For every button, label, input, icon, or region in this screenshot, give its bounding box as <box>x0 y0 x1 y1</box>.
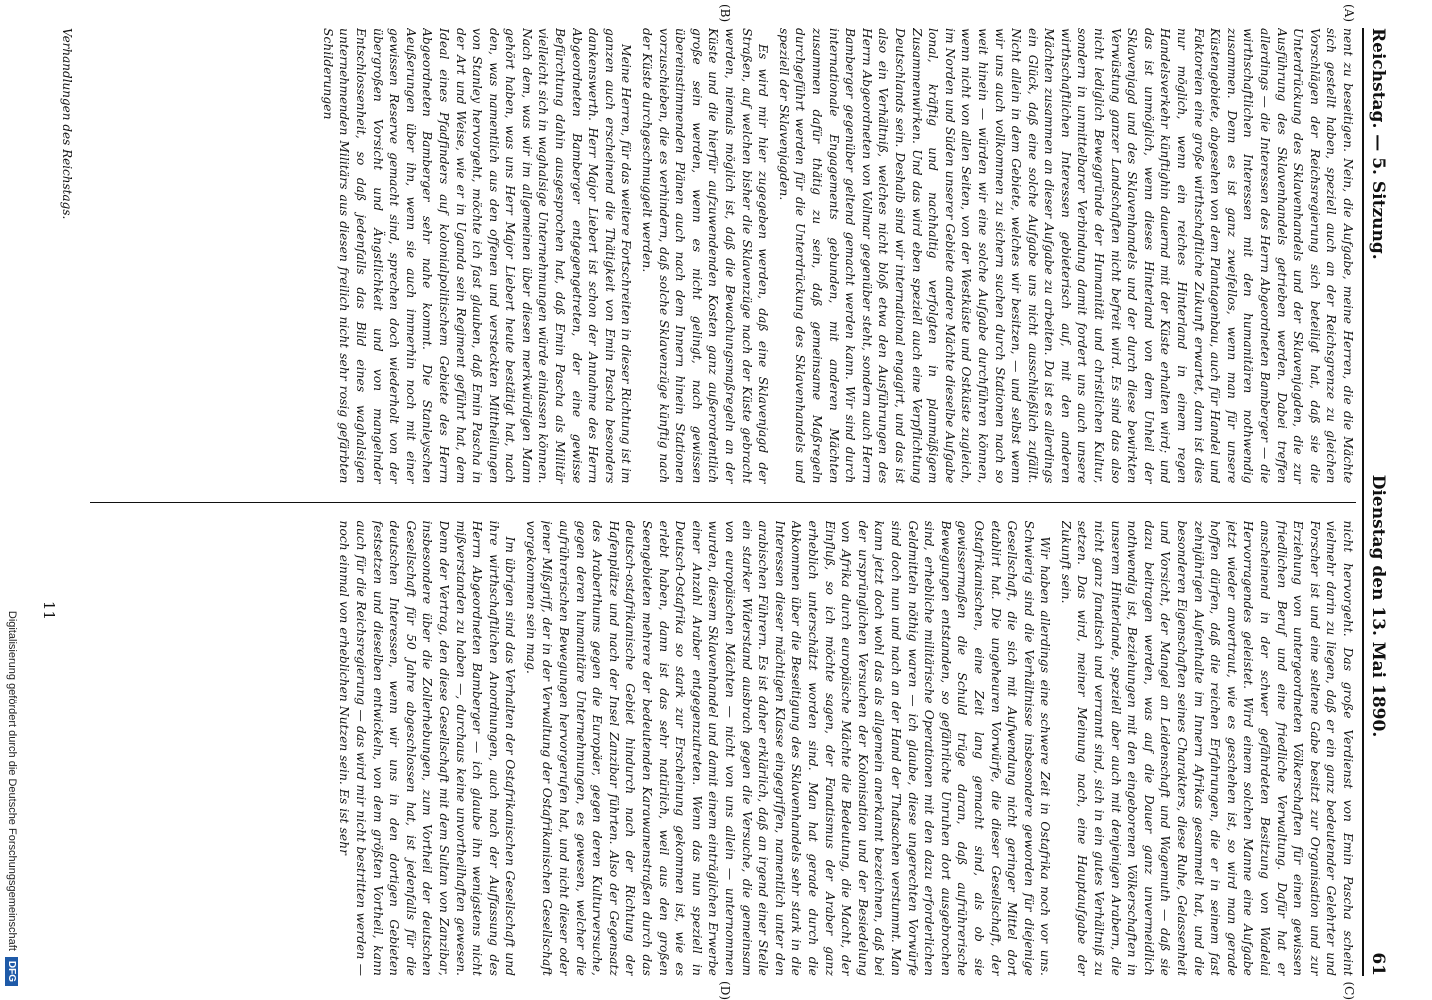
margin-letter-c: (C) <box>1342 981 1356 1000</box>
dfg-text: Digitalisierung gefördert durch die Deutsche Forschungsgemeinschaft <box>6 610 18 951</box>
margin-letter-d: (D) <box>718 981 732 1000</box>
margin-letter-a: (A) <box>1342 4 1356 23</box>
paragraph: Es wird mir hier zugegeben werden, daß eine Sklavenjagd der Straßen, auf welchen bisher die Sklavenzüge nach der Küste gebracht werden, niemals möglich ist, daß die Bewachungsmaßregeln an der Küste und die hierfür aufzuwendenden Kosten ganz außerordentlich große sein werden, wenn es nicht gelingt, nach gewissen übereinstimmenden Plänen auch nach dem Innern hinein Stationen vorzuschieben, die es verhindern, daß solche Sklavenzüge künftig nach der Küste durchgeschmuggelt werden. <box>640 28 771 484</box>
paragraph: Wir haben allerdings eine schwere Zeit in Ostafrika noch vor uns. Schwierig sind die Verhältnisse insbesondere geworden für diejenige Gesellschaft, die sich mit Aufwendung nicht geringer Mittel dort etablirt hat. Die ungeheuren Vorwürfe, die dieser Gesellschaft, der Ostafrikanischen, eine Zeit lang gemacht sind, als ob sie gewissermaßen die Schuld trüge daran, daß aufrührerische Bewegungen entstanden, so gefährliche Unruhen dort ausgebrochen sind, erhebliche militärische Operationen mit den dazu erforderlichen Geldmitteln nöthig waren — ich glaube, diese ungerechten Vorwürfe sind doch nun und nach an der Hand der Thatsachen verstummt. Man kann jetzt doch wohl das als allgemein anerkannt bezeichnen, daß bei der ursprünglichen Versuchen der Kolonisation und der Besiedelung von Afrika durch europäische Mächte die Bedeutung, die Macht, der Einfluß, so ich möchte sagen, der Fanatismus der Araber ganz erheblich unterschätzt worden sind. Man hat gerade durch die Abkommen über die Beseitigung des Sklavenhandels sehr stark in die Interessen dieser mächtigen Klasse eingegriffen, namentlich unter den arabischen Führern. Es ist daher erklärlich, daß an irgend einer Stelle ein starker Widerstand ausbrach gegen die Versuche, die gemeinsam von europäischen Mächten — nicht von uns allein — unternommen wurden, diesem Sklavenhandel und damit einem einträglichen Erwerbe einer Anzahl Araber entgegenzutreten. Wenn das nun speziell in Deutsch-Ostafrika so stark zur Erscheinung gekommen ist, wie es erlebt haben, dann ist das sehr natürlich, weil aus den großen Seengebieten mehrere der bedeutenden Karawanenstraßen durch das deutsch-ostafrikanische Gebiet hindurch nach der Richtung der Hafenplätze und nach der Insel Zanzibar führten. Also der Gegensatz des Araberthums gegen die Europäer, gegen deren Kulturversuche, gegen deren humanitäre Unternehmungen, es gewesen, welcher die aufrührerischen Bewegungen hervorgerufen hat, und nicht dieser oder jener Mißgriff, der in der Verwaltung der Ostafrikanischen Gesellschaft vorgekommen sein mag. <box>523 520 1053 976</box>
dfg-strip <box>0 0 24 1000</box>
paragraph: Im übrigen sind das Verhalten der Ostafrikanischen Gesellschaft und ihre wirthschaftlichen Anordnungen, auch nach der Auffassung des Herrn Abgeordneten Bamberger — ich glaube ihn wenigstens nicht mißverstanden zu haben —, durchaus keine unvortheilhaften gewesen. Denn der Vertrag, den diese Gesellschaft mit dem Sultan von Zanzibar, insbesondere über die Zollerhebungen, zum Vortheil der deutschen Gesellschaft für 50 Jahre abgeschlossen hat, ist jedenfalls für die deutschen Interessen, wenn wir uns in den dortigen Gebieten festsetzen und dieselben entwickeln, von dem größten Vortheil, kann auch für die Reichsregierung — das wird mir nicht bestritten werden — noch einmal von erheblichen Nutzen sein. Es ist sehr <box>337 520 518 976</box>
paragraph: Meine Herren, für das weitere Fortschreiten in dieser Richtung ist im ganzen auch erscheinend die Thätigkeit von Emin Pascha besonders dankenswerth. Herr Major Liebert ist schon der Annahme des Herrn Abgeordneten Bamberger entgegengetreten, der eine gewisse Befürchtung dahin ausgesprochen hat, daß Emin Pascha als Militär vielleicht sich in waghalsige Unternehmungen würde einlassen können. Nach dem, was wir im allgemeinen über diesen merkwürdigen Mann gehört haben, was uns Herr Major Liebert heute bestätigt hat, nach den, was namentlich aus den offenen und versteckten Mittheilungen von Stanley hervorgeht, möchte ich fast glauben, daß Emin Pascha in der Art und Weise, wie er in Uganda sein Regiment geführt hat, dem Ideal eines Pfadfinders auf kolonialpolitischem Gebiete des Herrn Abgeordneten Bamberger sehr nahe kommt. Die Stanleyschen Aeußerungen über ihn, wenn sie auch immerhin noch mit einer gewissen Reserve gemacht sind, sprechen doch wiederholt von der übergroßen Vorsicht und Ängstlichkeit und von mangelnder Entschlossenheit, so daß jedenfalls das Bild eines waghalsigen unternehmenden Militärs aus diesen freilich nicht sehr rosig gefärbten Schilderungen <box>320 28 634 484</box>
header-date: Dienstag den 13. Mai 1890. <box>1368 474 1388 738</box>
text-columns <box>90 28 1356 976</box>
column-divider <box>90 502 1356 503</box>
page-number: 61 <box>1368 952 1388 976</box>
paragraph: nent zu beseitigen. Nein, die Aufgabe, meine Herren, die die Mächte sich gestellt haben, speziell auch an der Reichsgrenze zu gleichen Vorschlägen der Reichsregierung sich beteiligt hat, daß sie die Unterdrückung des Sklavenhandels und der Sklavenjagden, die zur Ausführung des Sklavenhandels getrieben werden. Dabei treffen allerdings — die Interessen des Herrn Abgeordneten Bamberger — die wirthschaftlichen Interessen mit den humanitären nothwendig zusammen. Denn es ist ganz zweifellos, wenn man für unsere Küstengebiete, abgesehen von dem Plantagenbau, auch für Handel und Faktoreien eine große wirthschaftliche Zukunft erwartet, dann ist dies nur möglich, wenn ein reiches Hinterland in einem regen Handelsverkehr künftighin dauernd mit der Küste erhalten wird; und das ist unmöglich, wenn dieses Hinterland von dem Unheil der Sklavenjagd und des Sklavenhandels und der durch diese bewirkten Verwüstung ganzer Landschaften nicht befreit wird. Es sind das also nicht lediglich Beweggründe der Humanität und christlichen Kultur, sondern in unmittelbarer Verbindung damit fordert uns auch unsere wirthschaftlichen Interessen gebieterisch auf, mit den anderen Mächten zusammen an dieser Aufgabe zu arbeiten. Da ist es allerdings ein Glück, daß eine solche Aufgabe uns nicht ausschließlich zufällt. Nicht allein in dem Gebiete, welches wir besitzen, — und selbst wenn wir uns auch vollkommen zu sichern suchen durch Stationen nach so weit hinein — würden wir eine solche Aufgabe durchführen können, wenn nicht von allen Seiten, von der Westküste und Ostküste zugleich, im Norden und Süden unserer Gebiete andere Mächte dieselbe Aufgabe lonal, kräftig und nachhaltig verfolgten in planmäßigem Zusammenwirken. Und das wird eben speziell auch eine Verpflichtung Deutschlands sein. Deshalb sind wir international engagirt, und das ist also ein Verhältniß, welches nicht bloß etwa den Ausführungen des Herrn Abgeordneten von Vollmar gegenüber steht, sondern auch Herrn Bamberger gegenüber geltend gemacht werden kann. Wir sind durch internationale Engagements gebunden, mit anderen Mächten zusammen dafür thätig zu sein, daß gemeinsame Maßregeln durchgeführt werden für die Unterdrückung des Sklavenhandels und speziell der Sklavenjagden. <box>776 28 1355 484</box>
column-right <box>90 521 1356 977</box>
signature-mark: 11 <box>40 600 58 620</box>
header-rule <box>1362 28 1364 976</box>
dfg-logo-icon: DFG <box>6 957 19 986</box>
paragraph: nicht hervorgeht. Das große Verdienst von Emin Pascha scheint vielmehr darin zu liegen, daß er ein ganz bedeutender Gelehrter und Forscher ist und eine seltene Gabe besitzt zur Organisation und zur Erziehung von untergeordneten Völkerschaften für einen gewissen friedlichen Beruf und eine friedliche Verwaltung. Dafür hat er anscheinend in der schwer gefährdeten Besitzung von Wadelai Hervorragendes geleistet. Wird einem solchen Manne eine Aufgabe jetzt wieder anvertraut, wie es geschehen ist, so wird man gerade hoffen dürfen, daß die reichen Erfahrungen, die er in seinem fast zehnjährigen Aufenthalte im Innern Afrikas gesammelt hat, und die besonderen Eigenschaften seines Charakters, diese Ruhe, Gelassenheit und Vorsicht, der Mangel an Leidenschaft und Wagemuth — daß sie dazu beitragen werden, was auf die Dauer ganz unvermeidlich nothwendig ist, Beziehungen mit den eingeborenen Völkerschaften in unserem Hinterlande, speziell aber auch mit denjenigen Arabern, die nicht ganz fanatisch und verrannt sind, sich in ein gutes Verhältniß zu setzen. Das wird, meiner Meinung nach, eine Hauptaufgabe der Zukunft sein. <box>1058 520 1355 976</box>
page-footer <box>60 28 74 976</box>
footnote-text: Verhandlungen des Reichstags. <box>60 28 74 220</box>
page-header <box>1368 28 1408 976</box>
margin-letter-b: (B) <box>718 4 732 23</box>
header-left: Reichstag. — 5. Sitzung. <box>1368 28 1388 260</box>
column-left <box>90 28 1356 484</box>
